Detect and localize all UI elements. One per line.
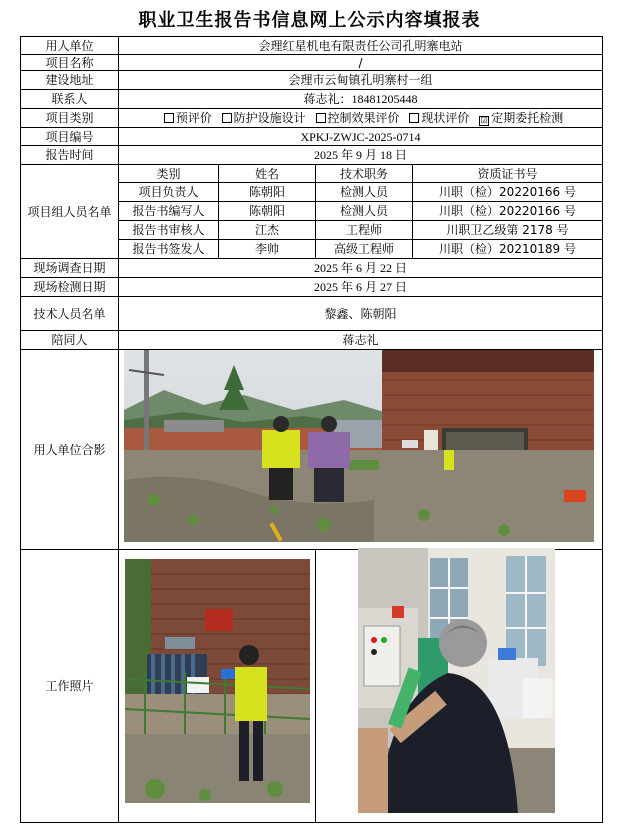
survey-date-label: 现场调查日期 (21, 259, 119, 278)
category-label: 项目类别 (21, 109, 119, 128)
team-cell-name: 陈朝阳 (219, 202, 316, 221)
team-header-title: 技术职务 (316, 165, 413, 183)
form-title: 职业卫生报告书信息网上公示内容填报表 (138, 10, 481, 31)
escort-label: 陪同人 (21, 331, 119, 350)
escort-value: 蒋志礼 (119, 331, 603, 350)
team-cell-title: 检测人员 (316, 183, 413, 202)
tech-staff-label: 技术人员名单 (21, 297, 119, 331)
employer-value: 会理红星机电有限责任公司孔明寨电站 (119, 37, 603, 55)
detect-date-label: 现场检测日期 (21, 278, 119, 297)
checkbox-icon (409, 113, 419, 123)
contact-value: 蒋志礼：18481205448 (119, 90, 603, 109)
project-no-value: XPKJ-ZWJC-2025-0714 (119, 128, 603, 146)
team-cell-name: 江杰 (219, 221, 316, 240)
team-cell-cert: 川职卫乙级第 2178 号 (413, 221, 603, 240)
group-photo (124, 350, 594, 542)
category-options (119, 109, 603, 128)
work-photo-2 (358, 548, 555, 813)
category-option-control-effect[interactable]: 控制效果评价 (310, 111, 400, 125)
checkbox-icon (222, 113, 232, 123)
employer-label: 用人单位 (21, 37, 119, 55)
work-photo-label: 工作照片 (21, 550, 119, 823)
project-name-value: / (119, 55, 603, 71)
report-date-label: 报告时间 (21, 146, 119, 165)
category-option-periodic-detection[interactable]: ☑ 定期委托检测 (480, 110, 564, 125)
category-option-protection-design[interactable]: 防护设施设计 (216, 111, 306, 125)
address-label: 建设地址 (21, 71, 119, 90)
team-header-cert: 资质证书号 (413, 165, 603, 183)
project-name-label: 项目名称 (21, 55, 119, 71)
checkbox-icon (164, 113, 174, 123)
team-cell-cert: 川职（检）20210189 号 (413, 240, 603, 259)
team-label: 项目组人员名单 (21, 165, 119, 259)
report-date-value: 2025 年 9 月 18 日 (119, 146, 603, 165)
team-header-name: 姓名 (219, 165, 316, 183)
team-cell-role: 报告书签发人 (119, 240, 219, 259)
team-header-category: 类别 (119, 165, 219, 183)
team-cell-role: 报告书编写人 (119, 202, 219, 221)
category-option-status-assessment[interactable]: 现状评价 (403, 111, 469, 125)
team-cell-title: 高级工程师 (316, 240, 413, 259)
tech-staff-value: 黎鑫、陈朝阳 (119, 297, 603, 331)
detect-date-value: 2025 年 6 月 27 日 (119, 278, 603, 297)
checkbox-icon (316, 113, 326, 123)
team-cell-cert: 川职（检）20220166 号 (413, 183, 603, 202)
survey-date-value: 2025 年 6 月 22 日 (119, 259, 603, 278)
team-cell-name: 陈朝阳 (219, 183, 316, 202)
team-cell-role: 报告书审核人 (119, 221, 219, 240)
checked-checkbox-icon: ☑ (480, 115, 488, 125)
address-value: 会理市云甸镇孔明寨村一组 (119, 71, 603, 90)
project-no-label: 项目编号 (21, 128, 119, 146)
team-cell-name: 李帅 (219, 240, 316, 259)
team-cell-role: 项目负责人 (119, 183, 219, 202)
team-cell-title: 工程师 (316, 221, 413, 240)
team-cell-title: 检测人员 (316, 202, 413, 221)
category-option-pre-assessment[interactable]: 预评价 (158, 111, 212, 125)
group-photo-label: 用人单位合影 (21, 350, 119, 550)
work-photo-1 (125, 559, 310, 803)
team-cell-cert: 川职（检）20220166 号 (413, 202, 603, 221)
contact-label: 联系人 (21, 90, 119, 109)
